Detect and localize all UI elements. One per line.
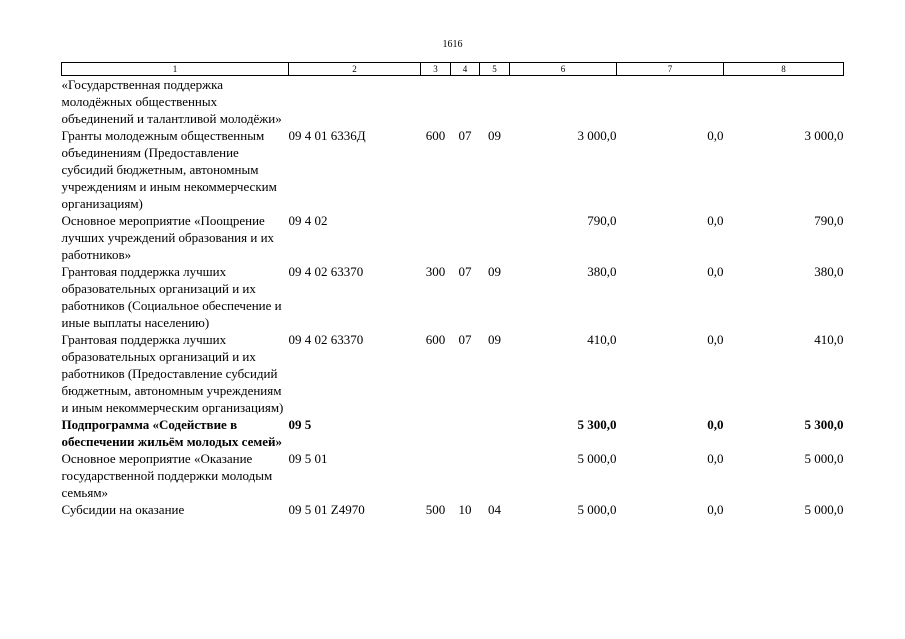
- row-col5: [480, 212, 510, 263]
- row-col4: [451, 76, 480, 128]
- row-value-7: [617, 76, 724, 128]
- table-row: [62, 76, 844, 128]
- row-value-6: 380,0: [587, 264, 617, 279]
- column-header-1: 1: [62, 63, 289, 76]
- row-name: Грантовая поддержка лучших образовательных организаций и их работников (Социальное обеспечение и иные выплаты населению): [61, 264, 282, 330]
- row-value-6: 5 000,0: [577, 451, 617, 466]
- row-value-6: [510, 76, 617, 128]
- row-value-8: 380,0: [814, 264, 844, 279]
- row-value-8: 5 300,0: [804, 417, 844, 432]
- table-row: [62, 450, 844, 501]
- row-col3: [421, 212, 451, 263]
- table-header-row: [62, 63, 844, 76]
- row-value-8: [724, 76, 844, 128]
- row-name: Основное мероприятие «Оказание государственной поддержки молодым семьям»: [61, 451, 273, 500]
- row-value-6: 5 000,0: [577, 502, 617, 517]
- row-value-8: 790,0: [814, 213, 844, 228]
- row-code: 09 4 02 63370: [288, 332, 364, 347]
- column-header-3: 3: [421, 63, 451, 76]
- column-header-4: 4: [451, 63, 480, 76]
- row-col4: 10: [458, 502, 472, 517]
- column-header-2: 2: [289, 63, 421, 76]
- column-header-5: 5: [480, 63, 510, 76]
- row-col5: 09: [488, 128, 501, 143]
- column-header-6: 6: [510, 63, 617, 76]
- table-row: [62, 212, 844, 263]
- row-col3: 600: [425, 128, 446, 143]
- row-name: Грантовая поддержка лучших образовательных организаций и их работников (Предоставление субсидий бюджетным, автономным учреждениям и иным некоммерческим организациям): [61, 332, 284, 415]
- row-name: Основное мероприятие «Поощрение лучших учреждений образования и их работников»: [61, 213, 275, 262]
- table-row: [62, 331, 844, 416]
- row-col5: 04: [488, 502, 501, 517]
- row-value-8: 3 000,0: [804, 128, 844, 143]
- table-row: [62, 501, 844, 518]
- row-value-7: 0,0: [707, 128, 724, 143]
- row-col5: [480, 76, 510, 128]
- row-col5: [480, 416, 510, 450]
- column-header-7: 7: [617, 63, 724, 76]
- row-value-6: 410,0: [587, 332, 617, 347]
- row-value-7: 0,0: [707, 264, 724, 279]
- row-name: «Государственная поддержка молодёжных общественных объединений и талантливой молодёжи»: [61, 77, 282, 126]
- row-col3: [421, 76, 451, 128]
- row-value-7: 0,0: [707, 417, 724, 432]
- row-col4: [451, 450, 480, 501]
- row-col3: 500: [425, 502, 446, 517]
- table-row: [62, 263, 844, 331]
- page-number: 1616: [442, 39, 463, 50]
- row-col4: [451, 416, 480, 450]
- row-col3: [421, 416, 451, 450]
- row-code: 09 5 01: [288, 451, 328, 466]
- budget-table: [61, 62, 844, 518]
- row-value-7: 0,0: [707, 213, 724, 228]
- row-col3: 300: [425, 264, 446, 279]
- table-row-subprogram: [62, 416, 844, 450]
- row-col5: 09: [488, 264, 501, 279]
- row-value-8: 410,0: [814, 332, 844, 347]
- row-value-8: 5 000,0: [804, 451, 844, 466]
- row-name: Подпрограмма «Содействие в обеспечении жильём молодых семей»: [61, 417, 282, 449]
- row-col5: [480, 450, 510, 501]
- table-row: [62, 127, 844, 212]
- row-value-6: 790,0: [587, 213, 617, 228]
- row-value-7: 0,0: [707, 451, 724, 466]
- row-code: 09 4 01 6336Д: [288, 128, 366, 143]
- row-col4: [451, 212, 480, 263]
- row-col4: 07: [458, 332, 472, 347]
- row-code: 09 4 02 63370: [288, 264, 364, 279]
- row-col5: 09: [488, 332, 501, 347]
- column-header-8: 8: [724, 63, 844, 76]
- row-name: Субсидии на оказание: [61, 502, 185, 517]
- row-code: [289, 76, 421, 128]
- row-code: 09 4 02: [288, 213, 328, 228]
- row-col3: [421, 450, 451, 501]
- row-code: 09 5 01 Z4970: [288, 502, 365, 517]
- row-col3: 600: [425, 332, 446, 347]
- row-name: Гранты молодежным общественным объединениям (Предоставление субсидий бюджетным, автономным учреждениям и иным некоммерческим организациям): [61, 128, 277, 211]
- row-value-7: 0,0: [707, 332, 724, 347]
- row-value-6: 5 300,0: [577, 417, 617, 432]
- row-col4: 07: [458, 264, 472, 279]
- row-value-7: 0,0: [707, 502, 724, 517]
- row-col4: 07: [458, 128, 472, 143]
- row-code: 09 5: [288, 417, 312, 432]
- row-value-8: 5 000,0: [804, 502, 844, 517]
- row-value-6: 3 000,0: [577, 128, 617, 143]
